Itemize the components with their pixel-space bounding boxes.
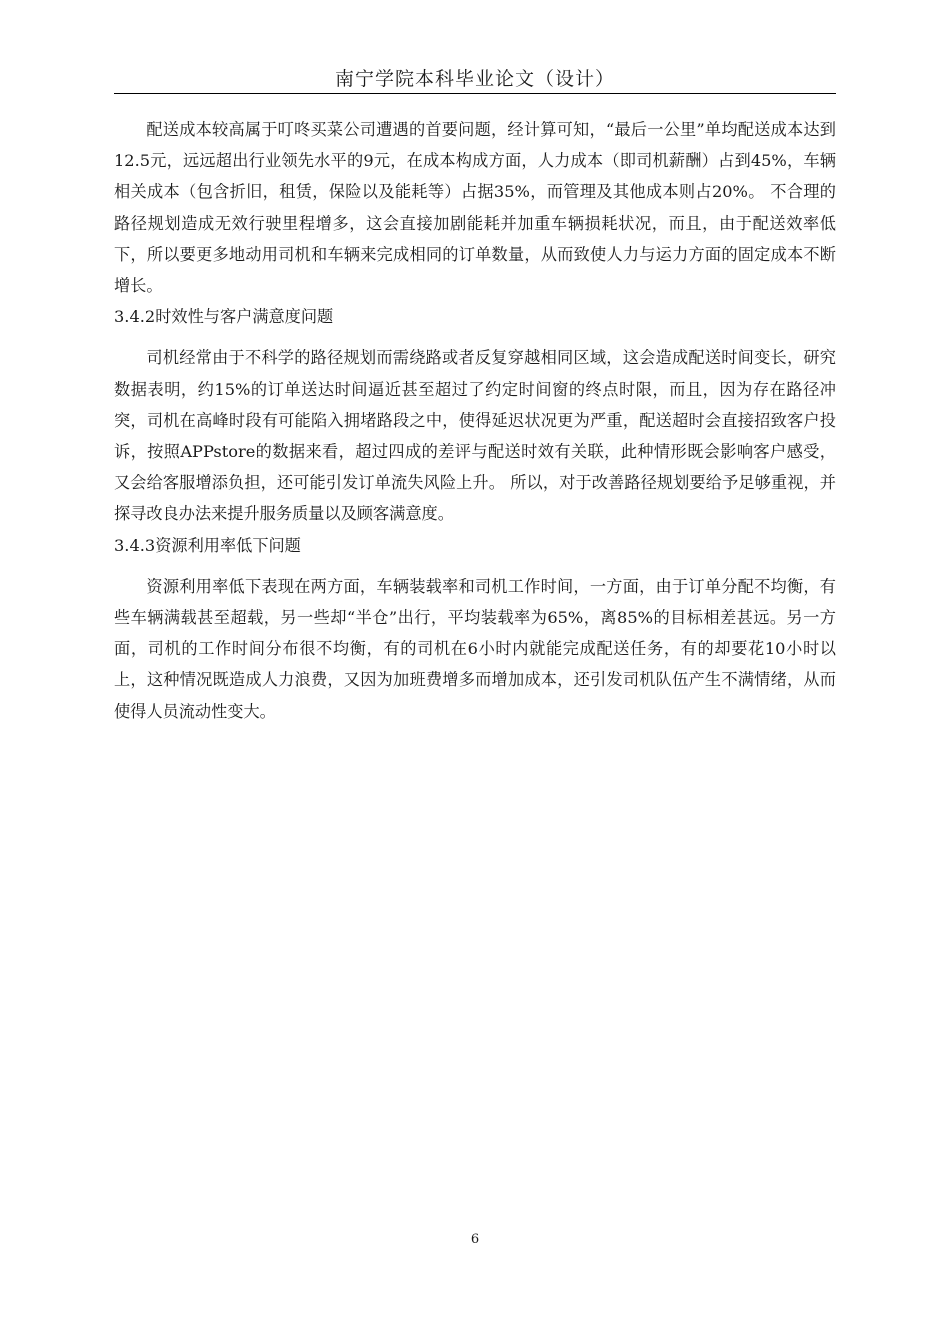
section-heading-3-4-3: 3.4.3资源利用率低下问题 bbox=[114, 535, 301, 555]
page-header-title: 南宁学院本科毕业论文（设计） bbox=[334, 68, 615, 90]
page-content bbox=[114, 114, 836, 727]
paragraph-resource-utilization: 资源利用率低下表现在两方面，车辆装载率和司机工作时间，一方面，由于订单分配不均衡，有些车辆满载甚至超载，另一些却“半仓”出行，平均装载率为65%，离85%的目标相差甚远。另一方面，司机的工作时间分布很不均衡，有的司机在6小时内就能完成配送任务，有的却要花10小时以上，这种情况既造成人力浪费，又因为加班费增多而增加成本，还引发司机队伍产生不满情绪，从而使得人员流动性变大。 bbox=[114, 576, 836, 721]
page-number: 6 bbox=[470, 1232, 480, 1247]
paragraph-timeliness: 司机经常由于不科学的路径规划而需绕路或者反复穿越相同区域，这会造成配送时间变长，研究数据表明，约15%的订单送达时间逼近甚至超过了约定时间窗的终点时限，而且，因为存在路径冲突，司机在高峰时段有可能陷入拥堵路段之中，使得延迟状况更为严重，配送超时会直接招致客户投诉，按照APPstore的数据来看，超过四成的差评与配送时效有关联，此种情形既会影响客户感受，又会给客服增添负担，还可能引发订单流失风险上升。 所以，对于改善路径规划要给予足够重视，并探寻改良办法来提升服务质量以及顾客满意度。 bbox=[114, 348, 836, 524]
section-heading-3-4-2: 3.4.2时效性与客户满意度问题 bbox=[114, 307, 334, 327]
header-rule bbox=[114, 93, 836, 94]
paragraph-delivery-cost: 配送成本较高属于叮咚买菜公司遭遇的首要问题，经计算可知，“最后一公里”单均配送成本达到12.5元，远远超出行业领先水平的9元，在成本构成方面，人力成本（即司机薪酬）占到45%，车辆相关成本（包含折旧，租赁，保险以及能耗等）占据35%，而管理及其他成本则占20%。 不合理的路径规划造成无效行驶里程增多，这会直接加剧能耗并加重车辆损耗状况，而且，由于配送效率低下，所以要更多地动用司机和车辆来完成相同的订单数量，从而致使人力与运力方面的固定成本不断增长。 bbox=[114, 120, 836, 296]
